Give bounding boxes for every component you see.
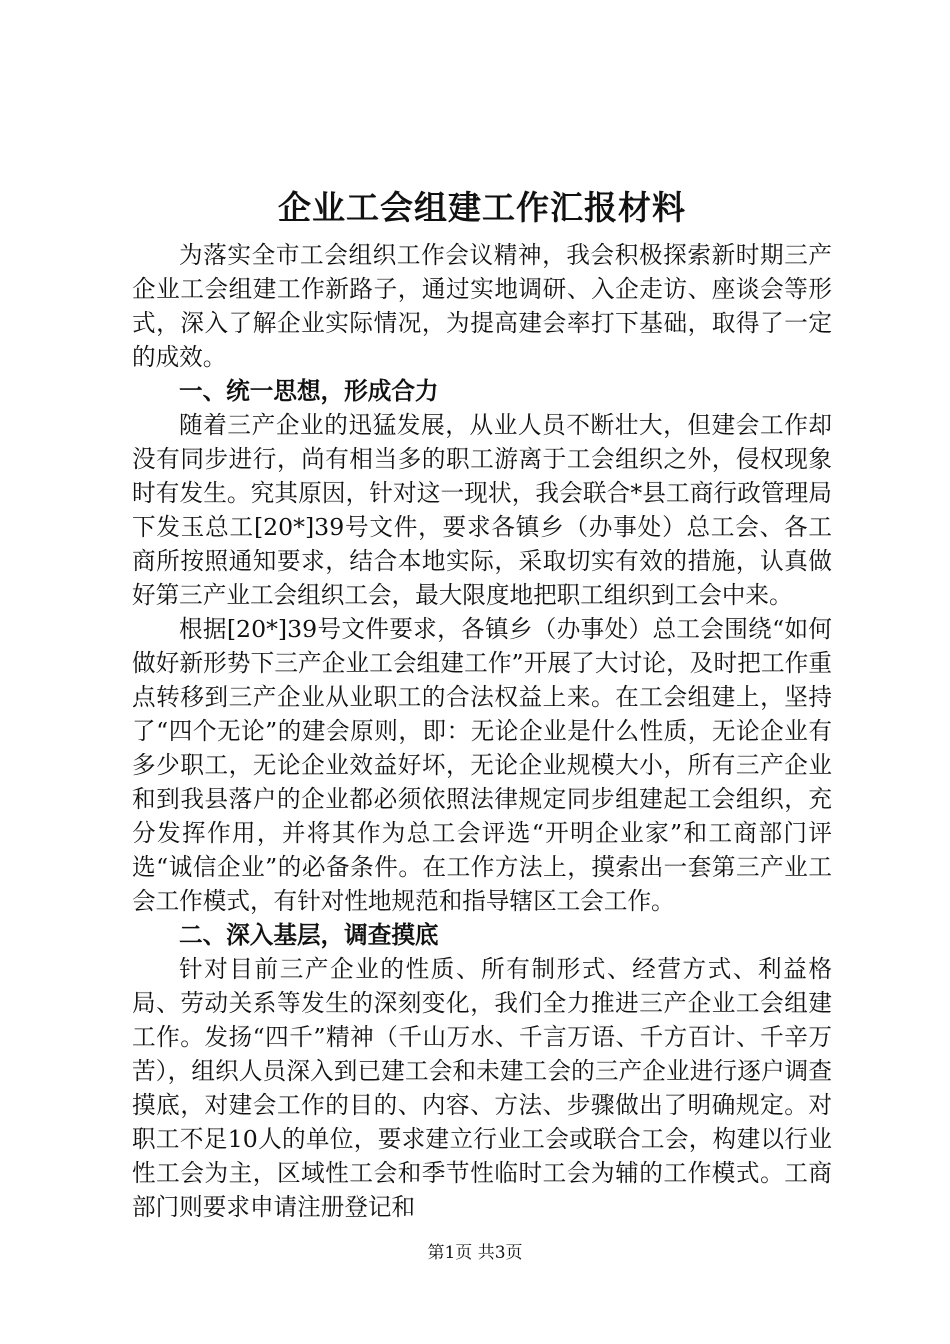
section-1-heading: 一、统一思想，形成合力 (179, 377, 439, 405)
section-2-paragraph-1: 针对目前三产企业的性质、所有制形式、经营方式、利益格局、劳动关系等发生的深刻变化，我们全力推进三产企业工会组建工作。发扬“四千”精神（千山万水、千言万语、千方百计、千辛万苦），组织人员深入到已建工会和未建工会的三产企业进行逐户调查摸底，对建会工作的目的、内容、方法、步骤做出了明确规定。对职工不足10人的单位，要求建立行业工会或联合工会，构建以行业性工会为主，区域性工会和季节性临时工会为辅的工作模式。工商部门则要求申请注册登记和 (132, 955, 832, 1221)
document-title: 企业工会组建工作汇报材料 (278, 188, 686, 227)
section-1-paragraph-2: 根据[20*]39号文件要求，各镇乡（办事处）总工会围绕“如何做好新形势下三产企业工会组建工作”开展了大讨论，及时把工作重点转移到三产企业从业职工的合法权益上来。在工会组建上，坚持了“四个无论”的建会原则，即：无论企业是什么性质，无论企业有多少职工，无论企业效益好坏，无论企业规模大小，所有三产企业和到我县落户的企业都必须依照法律规定同步组建起工会组织，充分发挥作用，并将其作为总工会评选“开明企业家”和工商部门评选“诚信企业”的必备条件。在工作方法上，摸索出一套第三产业工会工作模式，有针对性地规范和指导辖区工会工作。 (132, 615, 832, 915)
section-1-paragraph-1: 随着三产企业的迅猛发展，从业人员不断壮大，但建会工作却没有同步进行，尚有相当多的职工游离于工会组织之外，侵权现象时有发生。究其原因，针对这一现状，我会联合*县工商行政管理局下发玉总工[20*]39号文件，要求各镇乡（办事处）总工会、各工商所按照通知要求，结合本地实际，采取切实有效的措施，认真做好第三产业工会组织工会，最大限度地把职工组织到工会中来。 (132, 411, 832, 609)
document-page (132, 180, 832, 1224)
intro-paragraph: 为落实全市工会组织工作会议精神，我会积极探索新时期三产企业工会组建工作新路子，通过实地调研、入企走访、座谈会等形式，深入了解企业实际情况，为提高建会率打下基础，取得了一定的成效。 (132, 241, 832, 371)
section-2-heading: 二、深入基层，调查摸底 (179, 921, 439, 949)
page-footer: 第1页 共3页 (427, 1243, 523, 1263)
